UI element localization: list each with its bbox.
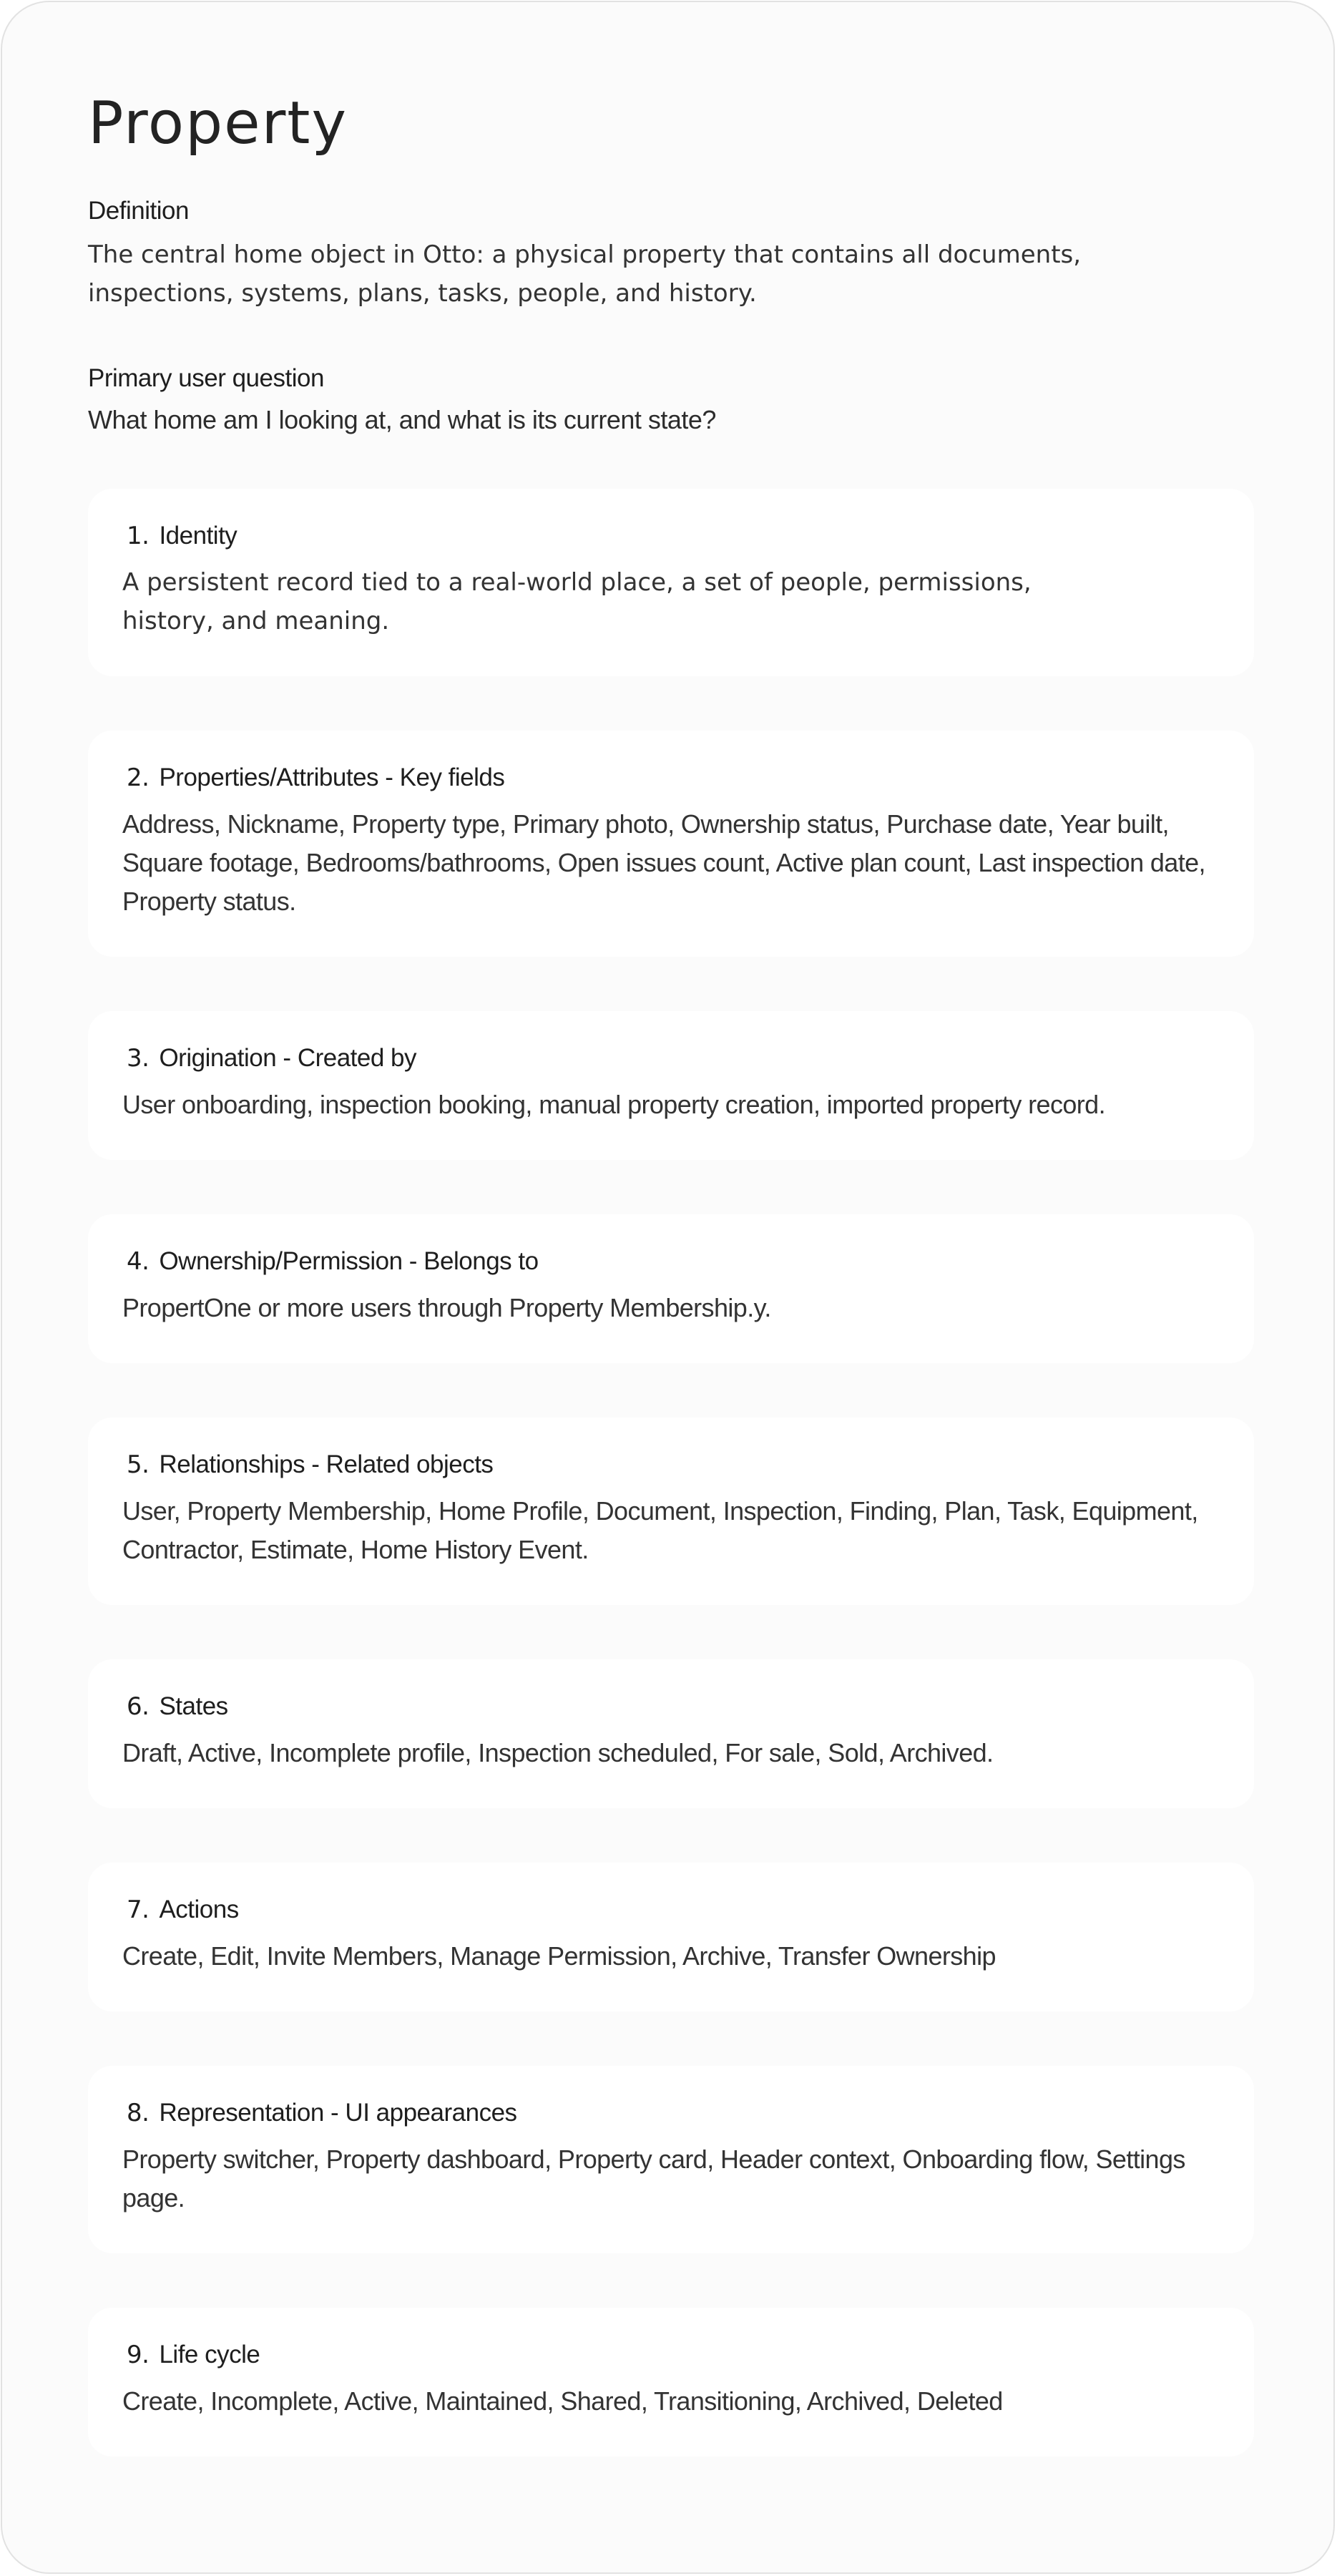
section-heading xyxy=(122,1691,1220,1722)
section-card-relationships xyxy=(88,1418,1254,1605)
section-card-list xyxy=(88,489,1254,2457)
section-title: Origination - Created by xyxy=(159,1044,417,1072)
section-body: Address, Nickname, Property type, Primary photo, Ownership status, Purchase date, Year built, Square footage, Bedrooms/bathrooms, Open issues count, Active plan count, Last inspection date, Property status. xyxy=(122,809,1205,916)
definition-label: Definition xyxy=(88,197,189,225)
section-heading xyxy=(122,2097,1220,2129)
section-body: Create, Edit, Invite Members, Manage Permission, Archive, Transfer Ownership xyxy=(122,1941,996,1971)
section-card-identity xyxy=(88,489,1254,676)
section-number: 3. xyxy=(127,1044,150,1073)
section-body: User, Property Membership, Home Profile, Document, Inspection, Finding, Plan, Task, Equipment, Contractor, Estimate, Home History Event. xyxy=(122,1496,1198,1564)
section-body: Property switcher, Property dashboard, Property card, Header context, Onboarding flow, Settings page. xyxy=(122,2145,1185,2212)
section-card-properties-attributes xyxy=(88,731,1254,957)
section-heading xyxy=(122,1449,1220,1480)
document-frame xyxy=(1,1,1335,2574)
section-number: 1. xyxy=(127,522,150,550)
section-body: Create, Incomplete, Active, Maintained, Shared, Transitioning, Archived, Deleted xyxy=(122,2386,1003,2416)
section-card-representation xyxy=(88,2066,1254,2253)
section-card-life-cycle xyxy=(88,2308,1254,2457)
section-title: States xyxy=(159,1692,228,1720)
section-number: 4. xyxy=(127,1247,150,1276)
section-title: Actions xyxy=(159,1896,239,1923)
section-title: Relationships - Related objects xyxy=(159,1450,494,1478)
definition-text: The central home object in Otto: a physical property that contains all documents, inspections, systems, plans, tasks, people, and history. xyxy=(88,240,1082,308)
section-title: Life cycle xyxy=(159,2341,260,2368)
section-body: User onboarding, inspection booking, manual property creation, imported property record. xyxy=(122,1090,1105,1119)
section-number: 8. xyxy=(127,2099,150,2127)
document-content xyxy=(88,88,1254,2457)
section-body: PropertOne or more users through Property Membership.y. xyxy=(122,1293,771,1322)
section-heading xyxy=(122,1246,1220,1277)
section-title: Identity xyxy=(159,522,237,550)
section-card-origination xyxy=(88,1011,1254,1160)
section-heading xyxy=(122,520,1220,552)
section-heading xyxy=(122,1043,1220,1074)
section-heading xyxy=(122,1894,1220,1926)
section-heading xyxy=(122,2339,1220,2371)
section-title: Ownership/Permission - Belongs to xyxy=(159,1247,539,1275)
section-card-states xyxy=(88,1659,1254,1808)
section-number: 9. xyxy=(127,2341,150,2369)
section-card-actions xyxy=(88,1863,1254,2011)
primary-question-label: Primary user question xyxy=(88,364,324,392)
section-heading xyxy=(122,762,1220,794)
page-title: Property xyxy=(88,89,348,157)
section-body: Draft, Active, Incomplete profile, Inspection scheduled, For sale, Sold, Archived. xyxy=(122,1738,994,1767)
section-title: Properties/Attributes - Key fields xyxy=(159,763,505,791)
primary-question-text: What home am I looking at, and what is its current state? xyxy=(88,405,716,434)
section-number: 7. xyxy=(127,1896,150,1924)
section-card-ownership-permission xyxy=(88,1214,1254,1363)
section-body: A persistent record tied to a real-world place, a set of people, permissions, history, and meaning. xyxy=(122,568,1032,635)
section-title: Representation - UI appearances xyxy=(159,2099,517,2127)
section-number: 5. xyxy=(127,1450,150,1479)
section-number: 6. xyxy=(127,1692,150,1721)
section-number: 2. xyxy=(127,763,150,792)
